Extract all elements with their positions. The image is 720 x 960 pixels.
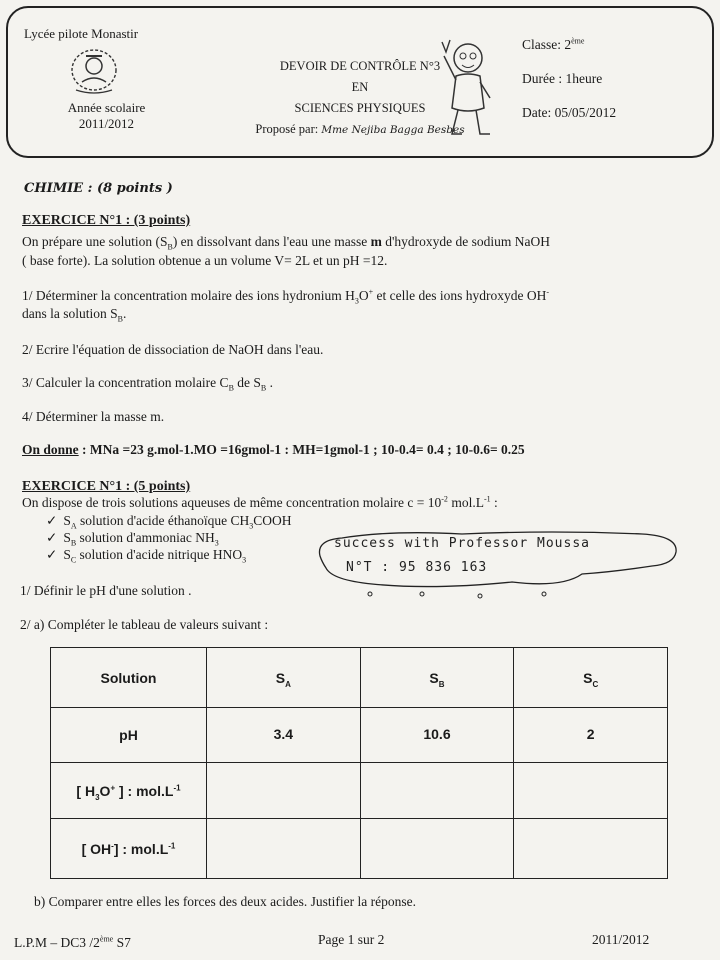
question-1-line2: dans la solution $S_B$. (22, 306, 127, 324)
stamp-line-2: N°T : 95 836 163 (346, 560, 488, 575)
question-1: 1/ Déterminer la concentration molaire des ions hydronium $H_3O^+$ et celle des ions hydroxyde OH- (22, 287, 550, 306)
question-4: 4/ Déterminer la masse m. (22, 409, 165, 424)
proposed-by-label: Proposé par: (255, 122, 319, 136)
header-sb: $S_B$ (360, 648, 514, 708)
check-icon: ✓ (46, 513, 58, 528)
header-sa: $S_A$ (207, 648, 361, 708)
solution-c-item: ✓ $S_C$ solution d'acide nitrique $HNO_3$ (46, 547, 247, 565)
cell-ph-a: 3.4 (207, 708, 361, 763)
row-label-oh: [ OH-] : $mol.L^{-1}$ (51, 819, 207, 879)
header-sc: $S_C$ (514, 648, 668, 708)
ph-values-table (50, 647, 668, 879)
solution-b-item: ✓ $S_B$ solution d'ammoniac $NH_3$ (46, 530, 219, 548)
exam-title-en: EN (351, 80, 369, 94)
exercise-2-intro: On dispose de trois solutions aqueuses de même concentration molaire $c = 10^{-2}$ $mol.L^{-1}$ : (22, 494, 498, 510)
part2-question-1: 1/ Définir le pH d'une solution . (20, 583, 192, 598)
header-solution: Solution (51, 648, 207, 708)
page-number: Page 1 sur 2 (318, 932, 385, 947)
class-label: Classe: 2ème (522, 36, 585, 52)
cell-h3o-a[interactable] (207, 763, 361, 819)
given-data: On donne : MNa =23 g.mol-1.MO =16gmol-1 : MH=1gmol-1 ; 10-0.4= 0.4 ; 10-0.6= 0.25 (22, 442, 525, 457)
exam-date: Date: 05/05/2012 (522, 105, 617, 120)
exercise-1-title: EXERCICE N°1 : (3 points) (22, 213, 191, 228)
cell-h3o-c[interactable] (514, 763, 668, 819)
cell-oh-c[interactable] (514, 819, 668, 879)
stamp-line-1: success with Professor Moussa (334, 536, 590, 551)
school-name: Lycée pilote Monastir (24, 26, 139, 41)
solution-a-item: ✓ $S_A$ solution d'acide éthanoïque $CH_3COOH$ (46, 513, 292, 531)
school-year-label: Année scolaire (67, 100, 146, 115)
question-2: 2/ Ecrire l'équation de dissociation de NaOH dans l'eau. (22, 342, 324, 357)
exercise-2-title: EXERCICE N°1 : (5 points) (22, 479, 191, 494)
school-year: 2011/2012 (78, 116, 135, 131)
row-label-h3o: [ $H_3O^+$ ] : $mol.L^{-1}$ (51, 763, 207, 819)
table-row-oh (51, 819, 668, 879)
part2-question-2a: 2/ a) Compléter le tableau de valeurs suivant : (20, 617, 269, 632)
duration: Durée : 1heure (522, 71, 603, 86)
table-row-ph (51, 708, 668, 763)
table-row-h3o (51, 763, 668, 819)
exam-subject: SCIENCES PHYSIQUES (294, 101, 426, 115)
chemistry-title: CHIMIE : (8 points ) (24, 181, 173, 196)
cell-h3o-b[interactable] (360, 763, 514, 819)
scientist-mascot-icon (432, 36, 498, 140)
exam-title: DEVOIR DE CONTRÔLE N°3 (279, 59, 441, 73)
part2-question-2b: b) Comparer entre elles les forces des deux acides. Justifier la réponse. (34, 894, 416, 909)
cell-ph-b: 10.6 (360, 708, 514, 763)
footer-reference: L.P.M – DC3 /2ème S7 (14, 934, 131, 950)
check-icon: ✓ (46, 547, 58, 562)
check-icon: ✓ (46, 530, 58, 545)
cell-oh-a[interactable] (207, 819, 361, 879)
cell-ph-c: 2 (514, 708, 668, 763)
school-logo-icon (62, 42, 126, 98)
table-header-row (51, 648, 668, 708)
exercise-1-intro-line2: ( base forte). La solution obtenue a un volume V= 2L et un pH =12. (22, 253, 388, 268)
question-3: 3/ Calculer la concentration molaire $C_B$ de $S_B$ . (22, 375, 273, 393)
footer-year: 2011/2012 (592, 932, 650, 947)
cell-oh-b[interactable] (360, 819, 514, 879)
row-label-ph: pH (51, 708, 207, 763)
author-signature: Mme Nejiba Bagga Besbes (321, 124, 465, 136)
exercise-1-intro: On prépare une solution $(S_B)$ en dissolvant dans l'eau une masse m d'hydroxyde de sodium NaOH (22, 234, 550, 252)
exam-info-block (522, 28, 616, 130)
